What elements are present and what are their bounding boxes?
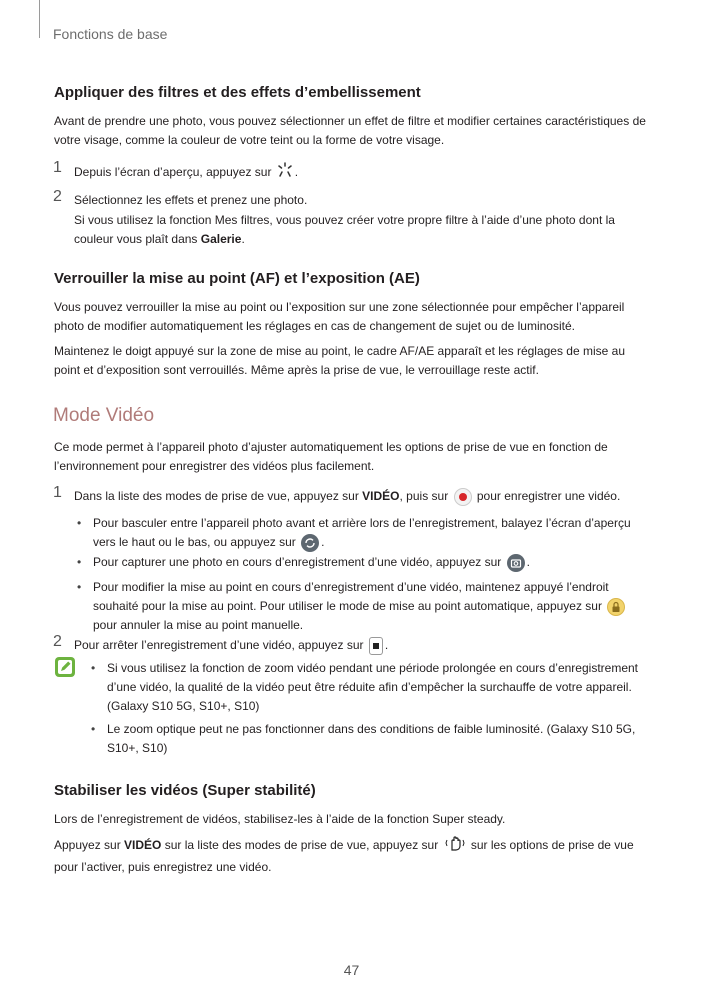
section-title-super-steady: Stabiliser les vidéos (Super stabilité) [54, 782, 316, 799]
af-ae-paragraph-2: Maintenez le doigt appuyé sur la zone de mise au point, le cadre AF/AE apparaît et les réglages de mise au point et d’exposition sont verrouillés. Même après la prise de vue, le verrouillage reste actif. [54, 344, 626, 377]
page-number: 47 [343, 962, 360, 978]
filters-step-2-note: Si vous utilisez la fonction Mes filtres, vous pouvez créer votre propre filtre à l’aide d’une photo dont la couleur vous plaît dans Galerie. [74, 213, 615, 246]
super-steady-paragraph-1: Lors de l’enregistrement de vidéos, stabilisez-les à l’aide de la fonction Super steady. [54, 812, 506, 826]
note-optical-zoom: Le zoom optique peut ne pas fonctionner dans des conditions de faible luminosité. (Galaxy S10 5G, S10+, S10) [107, 722, 636, 755]
bullet: • [91, 661, 96, 675]
step-number: 1 [53, 159, 62, 176]
running-header: Fonctions de base [53, 26, 168, 42]
super-steady-hand-icon [444, 834, 466, 858]
note-zoom-overheat: Si vous utilisez la fonction de zoom vidéo pendant une période prolongée en cours d’enregistrement d’une vidéo, la qualité de la vidéo peut être réduite afin d’empêcher la surchauffe de votre appareil. (Galaxy S10 5G, S10+, S10) [107, 661, 638, 713]
filters-intro: Avant de prendre une photo, vous pouvez sélectionner un effet de filtre et modifier certaines caractéristiques de votre visage, comme la couleur de votre teint ou la forme de votre visage. [54, 114, 646, 147]
bullet: • [77, 555, 82, 569]
video-intro: Ce mode permet à l’appareil photo d’ajuster automatiquement les options de prise de vue en fonction de l’environnement pour enregistrer des vidéos plus facilement. [54, 440, 608, 473]
section-title-filters: Appliquer des filtres et des effets d’embellissement [54, 84, 421, 101]
video-bullet-switch-camera: Pour basculer entre l’appareil photo avant et arrière lors de l’enregistrement, balayez l’écran d’aperçu vers le haut ou le bas, ou appuyez sur . [93, 514, 653, 552]
bullet: • [91, 722, 96, 736]
note-icon [55, 657, 75, 677]
video-bullet-focus: Pour modifier la mise au point en cours d’enregistrement d’une vidéo, maintenez appuyé l’endroit souhaité pour la mise au point. Pour utiliser le mode de mise au point automatique, appuyez sur pour annuler la mise au point manuelle. [93, 578, 653, 635]
video-step-1: Dans la liste des modes de prise de vue, appuyez sur VIDÉO, puis sur pour enregistrer une vidéo. [74, 487, 654, 506]
record-icon [454, 488, 472, 506]
section-title-video-mode: Mode Vidéo [53, 405, 155, 426]
bullet: • [77, 580, 82, 594]
video-bullet-capture: Pour capturer une photo en cours d’enregistrement d’une vidéo, appuyez sur . [93, 553, 653, 572]
bullet: • [77, 516, 82, 530]
af-ae-paragraph-1: Vous pouvez verrouiller la mise au point ou l’exposition sur une zone sélectionnée pour empêcher l’appareil photo de modifier automatiquement les réglages en cas de changement de sujet ou de luminosité. [54, 300, 625, 333]
header-divider [39, 0, 40, 38]
step-number: 2 [53, 188, 62, 205]
section-title-af-ae: Verrouiller la mise au point (AF) et l’exposition (AE) [54, 270, 420, 287]
step-number: 1 [53, 484, 62, 501]
stop-icon [369, 637, 383, 655]
filters-step-1: Depuis l’écran d’aperçu, appuyez sur . [74, 162, 654, 184]
step-number: 2 [53, 633, 62, 650]
super-steady-paragraph-2: Appuyez sur VIDÉO sur la liste des modes de prise de vue, appuyez sur sur les options de prise de vue pour l’activer, puis enregistrez une vidéo. [54, 834, 654, 877]
filters-step-2: Sélectionnez les effets et prenez une photo. [74, 193, 308, 207]
beauty-sparkle-icon [277, 162, 293, 184]
lock-icon [607, 598, 625, 616]
switch-camera-icon [301, 534, 319, 552]
video-step-2: Pour arrêter l’enregistrement d’une vidéo, appuyez sur . [74, 636, 654, 655]
camera-capture-icon [507, 554, 525, 572]
